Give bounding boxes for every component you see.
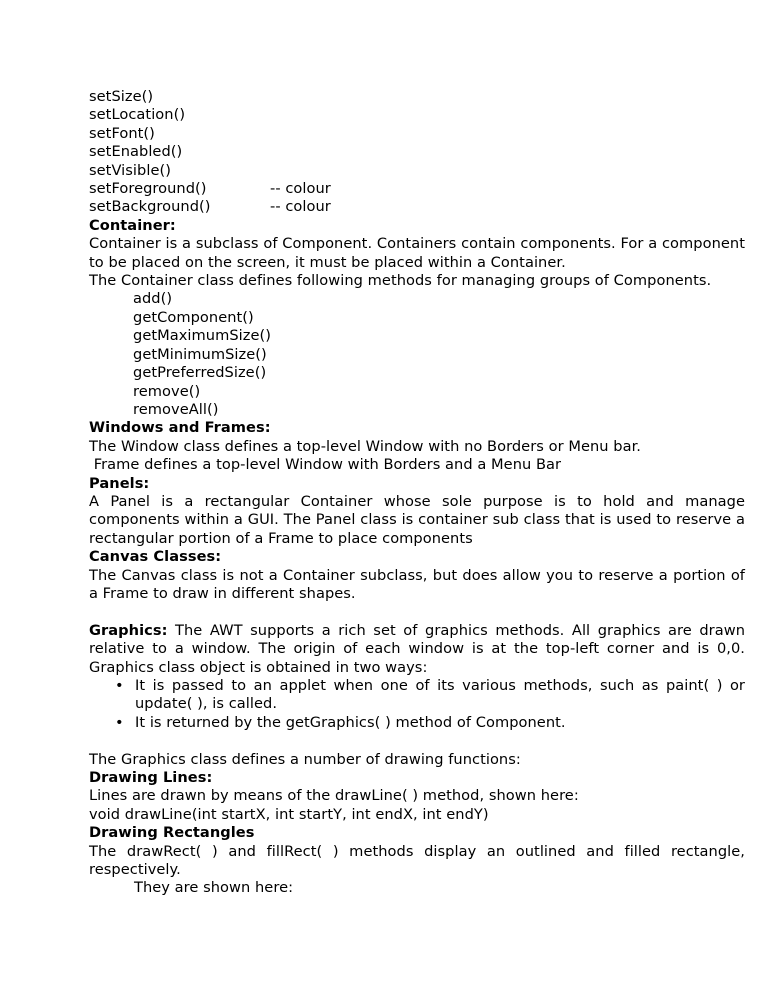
- drawing-intro: The Graphics class defines a number of drawing functions:: [89, 750, 521, 768]
- heading-canvas-classes: Canvas Classes:: [89, 548, 222, 566]
- drawing-shown-here: They are shown here:: [134, 879, 294, 897]
- bullet-text-2: It is returned by the getGraphics( ) method of Component.: [135, 713, 566, 731]
- spacer-before-graphics: [89, 603, 745, 621]
- container-method-get-preferred-size: getPreferredSize(): [133, 364, 267, 382]
- bullet-text-1: It is passed to an applet when one of its various methods, such as paint( ) or update( ), is called.: [135, 676, 745, 713]
- windows-line-frame-class: Frame defines a top-level Window with Borders and a Menu Bar: [89, 456, 562, 474]
- method-set-size: setSize(): [89, 88, 154, 105]
- heading-panels: Panels:: [89, 474, 150, 492]
- bullet-icon: •: [115, 676, 124, 694]
- list-item: [89, 714, 745, 732]
- method-set-foreground: setForeground(): [89, 180, 207, 198]
- method-set-enabled: setEnabled(): [89, 143, 183, 161]
- paragraph-container: Container is a subclass of Component. Containers contain components. For a component to be placed on the screen, it must be placed within a Container.: [89, 235, 745, 271]
- container-method-remove-all: removeAll(): [133, 400, 219, 418]
- paragraph-panels: A Panel is a rectangular Container whose sole purpose is to hold and manage components within a GUI. The Panel class is container sub class that is used to reserve a rectangular portion of a Frame to place components: [89, 492, 745, 547]
- list-item: [89, 677, 745, 714]
- windows-line-window-class: The Window class defines a top-level Window with no Borders or Menu bar.: [89, 437, 641, 455]
- method-set-background-note: -- colour: [270, 198, 331, 216]
- heading-drawing-rectangles: Drawing Rectangles: [89, 824, 255, 842]
- method-set-font: setFont(): [89, 124, 155, 142]
- container-method-add: add(): [133, 290, 173, 308]
- method-set-foreground-note: -- colour: [270, 180, 331, 198]
- drawing-lines-signature: void drawLine(int startX, int startY, int endX, int endY): [89, 805, 489, 823]
- paragraph-graphics-text: The AWT supports a rich set of graphics methods. All graphics are drawn relative to a window. The origin of each window is at the top-left corner and is 0,0. Graphics class object is obtained in two ways:: [89, 621, 745, 676]
- heading-container: Container:: [89, 216, 176, 234]
- method-set-visible: setVisible(): [89, 161, 171, 179]
- spacer-before-drawing: [89, 732, 745, 750]
- container-method-remove: remove(): [133, 382, 201, 400]
- container-method-get-maximum-size: getMaximumSize(): [133, 327, 272, 345]
- paragraph-canvas-classes: The Canvas class is not a Container subclass, but does allow you to reserve a portion of a Frame to draw in different shapes.: [89, 566, 745, 602]
- paragraph-drawing-rectangles: The drawRect( ) and fillRect( ) methods display an outlined and filled rectangle, respectively.: [89, 842, 745, 879]
- method-set-foreground-row: [89, 180, 745, 198]
- document-body: [89, 88, 745, 898]
- paragraph-graphics: [89, 622, 745, 677]
- heading-windows-and-frames: Windows and Frames:: [89, 419, 271, 437]
- method-set-background: setBackground(): [89, 198, 211, 216]
- method-set-background-row: [89, 198, 745, 216]
- heading-drawing-lines: Drawing Lines:: [89, 769, 213, 786]
- label-graphics: Graphics:: [89, 621, 168, 639]
- container-methods-intro: The Container class defines following methods for managing groups of Components.: [89, 272, 712, 290]
- bullet-icon: •: [115, 713, 124, 731]
- graphics-bullet-list: [89, 677, 745, 732]
- container-method-get-component: getComponent(): [133, 308, 254, 326]
- drawing-lines-text: Lines are drawn by means of the drawLine( ) method, shown here:: [89, 787, 579, 805]
- method-set-location: setLocation(): [89, 106, 186, 124]
- container-method-get-minimum-size: getMinimumSize(): [133, 345, 267, 363]
